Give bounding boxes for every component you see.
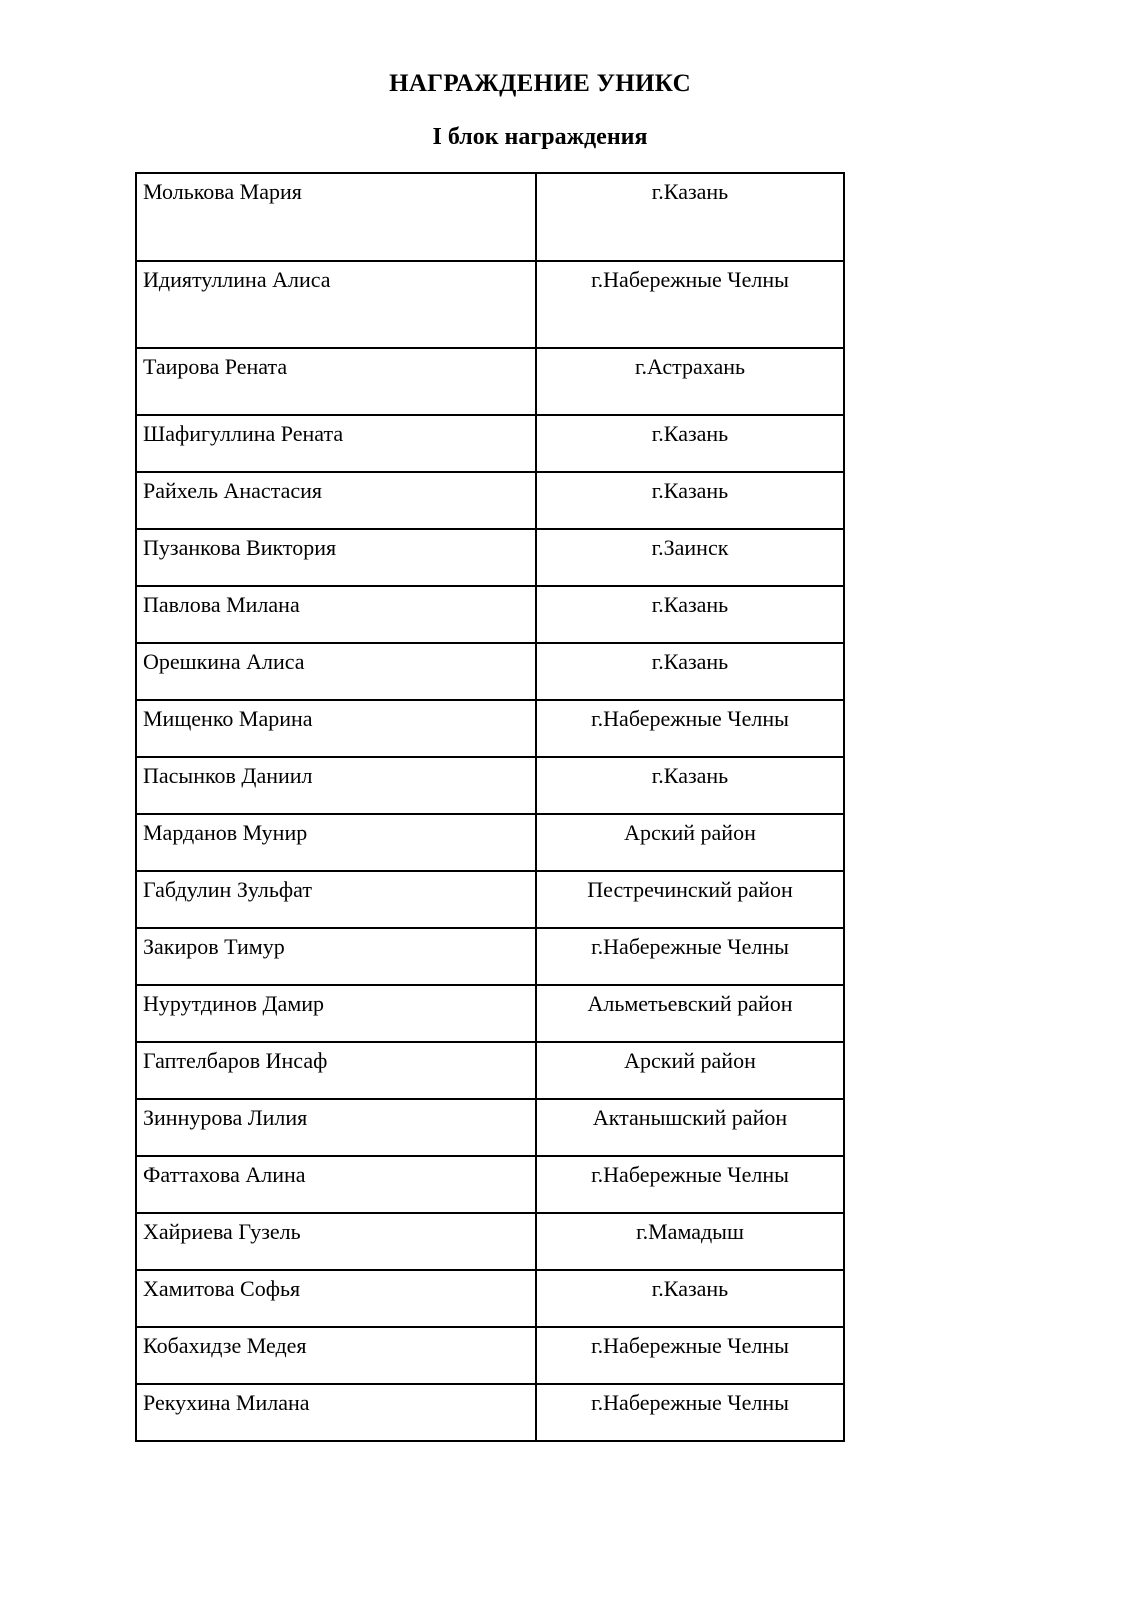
participant-city-cell <box>536 261 844 348</box>
table-row <box>136 757 844 814</box>
participant-name: Шафигуллина Рената <box>143 421 344 447</box>
participant-name-cell <box>136 1213 536 1270</box>
participant-city-cell <box>536 1213 844 1270</box>
participant-city: г.Астрахань <box>634 354 746 380</box>
participant-city-cell <box>536 928 844 985</box>
participant-city: г.Казань <box>651 421 729 447</box>
table-row <box>136 814 844 871</box>
table-row <box>136 643 844 700</box>
participant-city: Арский район <box>624 820 756 846</box>
table-row <box>136 871 844 928</box>
participant-name: Закиров Тимур <box>143 934 285 960</box>
table-row <box>136 1156 844 1213</box>
participant-city-cell <box>536 415 844 472</box>
participant-name-cell <box>136 985 536 1042</box>
participant-name-cell <box>136 757 536 814</box>
participant-city: Актанышский район <box>592 1105 788 1131</box>
participant-name-cell <box>136 586 536 643</box>
table-row <box>136 415 844 472</box>
heading-block <box>0 0 1080 151</box>
table-row <box>136 1213 844 1270</box>
participant-name-cell <box>136 348 536 415</box>
participant-city-cell <box>536 643 844 700</box>
participant-name-cell <box>136 173 536 261</box>
participant-name-cell <box>136 415 536 472</box>
participant-city: г.Набережные Челны <box>591 1390 789 1416</box>
participant-city: г.Набережные Челны <box>591 1162 789 1188</box>
participant-name: Пасынков Даниил <box>143 763 313 789</box>
participant-name-cell <box>136 1270 536 1327</box>
participant-city-cell <box>536 529 844 586</box>
participant-city: г.Казань <box>651 592 729 618</box>
participant-city: г.Казань <box>651 649 729 675</box>
table-row <box>136 173 844 261</box>
participant-name-cell <box>136 1327 536 1384</box>
participant-name: Пузанкова Виктория <box>143 535 337 561</box>
participant-name: Хамитова Софья <box>143 1276 301 1302</box>
table-row <box>136 985 844 1042</box>
participant-name-cell <box>136 700 536 757</box>
table-row <box>136 700 844 757</box>
participant-city-cell <box>536 1384 844 1441</box>
participant-city-cell <box>536 814 844 871</box>
table-row <box>136 1384 844 1441</box>
participant-city-cell <box>536 700 844 757</box>
participant-city: г.Набережные Челны <box>591 1333 789 1359</box>
page-subtitle: I блок награждения <box>432 123 648 150</box>
participant-city: г.Мамадыш <box>636 1219 744 1245</box>
table-row <box>136 1042 844 1099</box>
participant-name: Таирова Рената <box>143 354 288 380</box>
participant-city-cell <box>536 985 844 1042</box>
participant-name-cell <box>136 814 536 871</box>
participant-city: г.Казань <box>651 763 729 789</box>
participant-name-cell <box>136 1384 536 1441</box>
award-table-body <box>136 173 844 1441</box>
participant-city: г.Набережные Челны <box>591 267 789 293</box>
participant-name: Рекухина Милана <box>143 1390 310 1416</box>
participant-city: г.Казань <box>651 478 729 504</box>
participant-name: Габдулин Зульфат <box>143 877 312 903</box>
participant-name-cell <box>136 261 536 348</box>
participant-city: Альметьевский район <box>587 991 793 1017</box>
table-row <box>136 1099 844 1156</box>
participant-city-cell <box>536 757 844 814</box>
participant-city: г.Набережные Челны <box>591 706 789 732</box>
participant-city-cell <box>536 348 844 415</box>
participant-city-cell <box>536 1099 844 1156</box>
page-title: НАГРАЖДЕНИЕ УНИКС <box>389 70 691 97</box>
participant-city: Пестречинский район <box>587 877 793 903</box>
participant-name: Идиятуллина Алиса <box>143 267 331 293</box>
participant-name: Гаптелбаров Инсаф <box>143 1048 328 1074</box>
participant-city-cell <box>536 871 844 928</box>
table-row <box>136 348 844 415</box>
participant-name-cell <box>136 1156 536 1213</box>
table-row <box>136 928 844 985</box>
participant-city: г.Набережные Челны <box>591 934 789 960</box>
participant-name-cell <box>136 928 536 985</box>
participant-name: Мищенко Марина <box>143 706 313 732</box>
table-row <box>136 1327 844 1384</box>
table-row <box>136 529 844 586</box>
participant-name-cell <box>136 871 536 928</box>
award-table <box>135 172 845 1442</box>
participant-name: Фаттахова Алина <box>143 1162 306 1188</box>
participant-city: г.Заинск <box>651 535 729 561</box>
participant-city: г.Казань <box>651 1276 729 1302</box>
participant-name: Нурутдинов Дамир <box>143 991 325 1017</box>
participant-name: Хайриева Гузель <box>143 1219 301 1245</box>
participant-city-cell <box>536 472 844 529</box>
participant-name: Марданов Мунир <box>143 820 308 846</box>
participant-name: Райхель Анастасия <box>143 478 322 504</box>
participant-name-cell <box>136 529 536 586</box>
participant-city-cell <box>536 1327 844 1384</box>
participant-name-cell <box>136 1099 536 1156</box>
participant-name: Орешкина Алиса <box>143 649 305 675</box>
participant-name: Зиннурова Лилия <box>143 1105 308 1131</box>
participant-name-cell <box>136 1042 536 1099</box>
participant-city-cell <box>536 586 844 643</box>
table-row <box>136 1270 844 1327</box>
participant-name-cell <box>136 643 536 700</box>
participant-city-cell <box>536 1156 844 1213</box>
participant-city-cell <box>536 173 844 261</box>
participant-city: г.Казань <box>651 179 729 205</box>
participant-name: Павлова Милана <box>143 592 300 618</box>
table-row <box>136 586 844 643</box>
participant-name: Кобахидзе Медея <box>143 1333 307 1359</box>
participant-name: Молькова Мария <box>143 179 302 205</box>
table-row <box>136 472 844 529</box>
participant-city: Арский район <box>624 1048 756 1074</box>
participant-city-cell <box>536 1042 844 1099</box>
participant-city-cell <box>536 1270 844 1327</box>
table-row <box>136 261 844 348</box>
participant-name-cell <box>136 472 536 529</box>
